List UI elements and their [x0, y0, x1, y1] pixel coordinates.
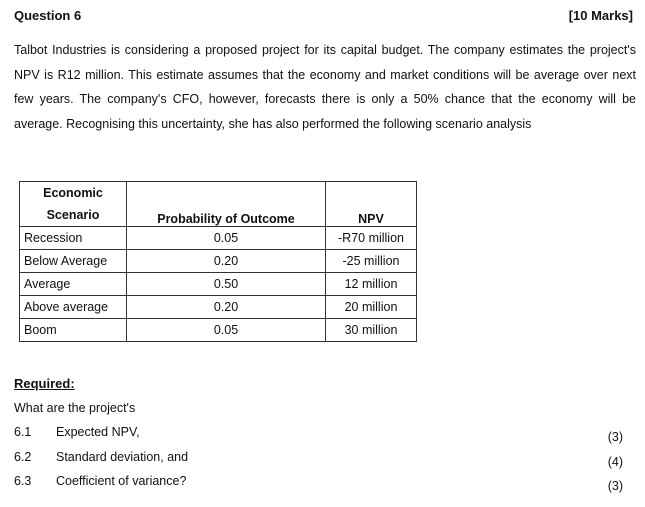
cell-scenario: Above average: [20, 296, 127, 319]
cell-scenario: Boom: [20, 319, 127, 342]
table-row: [20, 273, 417, 296]
sub-question-marks: (3): [607, 479, 623, 493]
table-row: [20, 227, 417, 250]
sub-question-number: 6.3: [14, 474, 32, 488]
cell-npv: -25 million: [326, 250, 417, 273]
table-row: [20, 250, 417, 273]
required-label: Required: [14, 376, 71, 391]
header-npv: NPV: [326, 182, 417, 227]
cell-scenario: Below Average: [20, 250, 127, 273]
total-marks: [10 Marks]: [568, 8, 633, 23]
question-title: Question 6: [14, 8, 82, 23]
cell-npv: 12 million: [326, 273, 417, 296]
cell-npv: 30 million: [326, 319, 417, 342]
cell-probability: 0.05: [127, 227, 326, 250]
sub-question-text: Expected NPV,: [56, 425, 140, 439]
sub-question: [14, 425, 140, 439]
cell-probability: 0.05: [127, 319, 326, 342]
header-probability: Probability of Outcome: [127, 182, 326, 227]
cell-probability: 0.20: [127, 296, 326, 319]
table-row: [20, 319, 417, 342]
sub-question-number: 6.2: [14, 450, 32, 464]
sub-question: [14, 450, 188, 464]
scenario-table: [19, 181, 417, 342]
cell-npv: 20 million: [326, 296, 417, 319]
header-economic-scenario: [20, 182, 127, 227]
question-paragraph: Talbot Industries is considering a proposed project for its capital budget. The company estimates the project's NPV is R12 million. This estimate assumes that the economy and market conditions will be average over next few years. The company's CFO, however, forecasts there is only a 50% chance that the economy will be average. Recognising this uncertainty, she has also performed the following scenario analysis: [14, 43, 636, 131]
sub-question-marks: (4): [607, 455, 623, 469]
cell-scenario: Recession: [20, 227, 127, 250]
cell-npv: -R70 million: [326, 227, 417, 250]
sub-question-number: 6.1: [14, 425, 32, 439]
table-header-row: [20, 182, 417, 227]
cell-probability: 0.50: [127, 273, 326, 296]
sub-question-marks: (3): [607, 430, 623, 444]
table-row: [20, 296, 417, 319]
sub-question-text: Coefficient of variance?: [56, 474, 187, 488]
header-scenario-line2: Scenario: [46, 208, 100, 222]
required-intro: What are the project's: [14, 401, 136, 415]
sub-question-text: Standard deviation, and: [56, 450, 189, 464]
sub-question: [14, 474, 186, 488]
cell-scenario: Average: [20, 273, 127, 296]
required-heading: Required:: [14, 376, 75, 391]
cell-probability: 0.20: [127, 250, 326, 273]
header-scenario-line1: Economic: [43, 186, 103, 200]
